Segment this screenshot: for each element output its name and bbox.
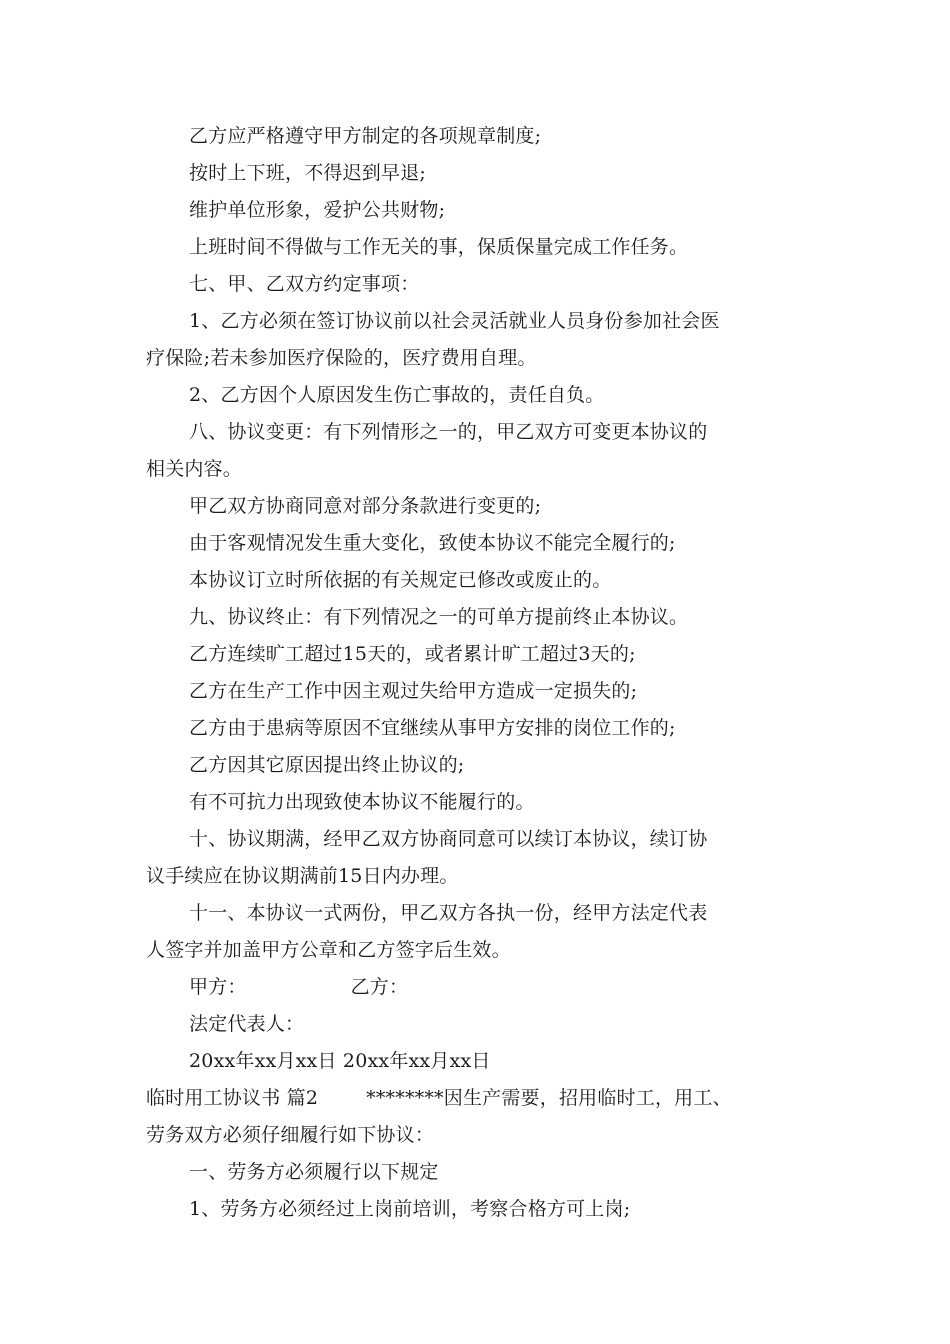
paragraph-line: 有不可抗力出现致使本协议不能履行的。 bbox=[189, 791, 535, 813]
paragraph-line: 劳务双方必须仔细履行如下协议： bbox=[146, 1124, 435, 1146]
paragraph-line: 2、乙方因个人原因发生伤亡事故的，责任自负。 bbox=[189, 384, 605, 406]
party-a-label: 甲方： bbox=[189, 976, 247, 998]
paragraph-line: 乙方由于患病等原因不宜继续从事甲方安排的岗位工作的; bbox=[189, 717, 676, 739]
section-heading: 一、劳务方必须履行以下规定 bbox=[189, 1161, 439, 1183]
paragraph-line: 按时上下班，不得迟到早退; bbox=[189, 162, 427, 184]
section-heading: 十一、本协议一式两份，甲乙双方各执一份，经甲方法定代表 bbox=[189, 902, 708, 924]
section-heading: 七、甲、乙双方约定事项： bbox=[189, 273, 420, 295]
paragraph-line: 疗保险;若未参加医疗保险的，医疗费用自理。 bbox=[146, 347, 537, 369]
paragraph-line: 维护单位形象，爱护公共财物; bbox=[189, 199, 446, 221]
signature-dates: 20xx年xx月xx日 20xx年xx月xx日 bbox=[189, 1050, 491, 1072]
paragraph-line: 上班时间不得做与工作无关的事，保质保量完成工作任务。 bbox=[189, 236, 689, 258]
section2-intro: ********因生产需要，招用临时工，用工、 bbox=[366, 1087, 732, 1109]
paragraph-line: 乙方应严格遵守甲方制定的各项规章制度; bbox=[189, 125, 542, 147]
paragraph-line: 人签字并加盖甲方公章和乙方签字后生效。 bbox=[146, 939, 511, 961]
section-heading: 八、协议变更：有下列情形之一的，甲乙双方可变更本协议的 bbox=[189, 421, 708, 443]
party-b-label: 乙方： bbox=[350, 976, 409, 998]
document-body bbox=[146, 118, 836, 1228]
paragraph-line: 议手续应在协议期满前15日内办理。 bbox=[146, 865, 459, 887]
section-heading: 十、协议期满，经甲乙双方协商同意可以续订本协议，续订协 bbox=[189, 828, 708, 850]
section2-title: 临时用工协议书 篇2 bbox=[146, 1087, 319, 1109]
paragraph-line: 甲乙双方协商同意对部分条款进行变更的; bbox=[189, 495, 542, 517]
paragraph-line: 由于客观情况发生重大变化，致使本协议不能完全履行的; bbox=[189, 532, 676, 554]
paragraph-line: 乙方连续旷工超过15天的，或者累计旷工超过3天的; bbox=[189, 643, 636, 665]
paragraph-line: 1、劳务方必须经过上岗前培训，考察合格方可上岗; bbox=[189, 1198, 631, 1220]
paragraph-line: 乙方因其它原因提出终止协议的; bbox=[189, 754, 465, 776]
section-heading: 九、协议终止：有下列情况之一的可单方提前终止本协议。 bbox=[189, 606, 689, 628]
signature-parties bbox=[146, 969, 836, 1006]
paragraph-line: 1、乙方必须在签订协议前以社会灵活就业人员身份参加社会医 bbox=[189, 310, 720, 332]
paragraph-line: 本协议订立时所依据的有关规定已修改或废止的。 bbox=[189, 569, 612, 591]
legal-rep-label: 法定代表人： bbox=[189, 1013, 305, 1035]
paragraph-line: 乙方在生产工作中因主观过失给甲方造成一定损失的; bbox=[189, 680, 638, 702]
paragraph-line: 相关内容。 bbox=[146, 458, 243, 480]
section2-title-line bbox=[146, 1080, 836, 1117]
